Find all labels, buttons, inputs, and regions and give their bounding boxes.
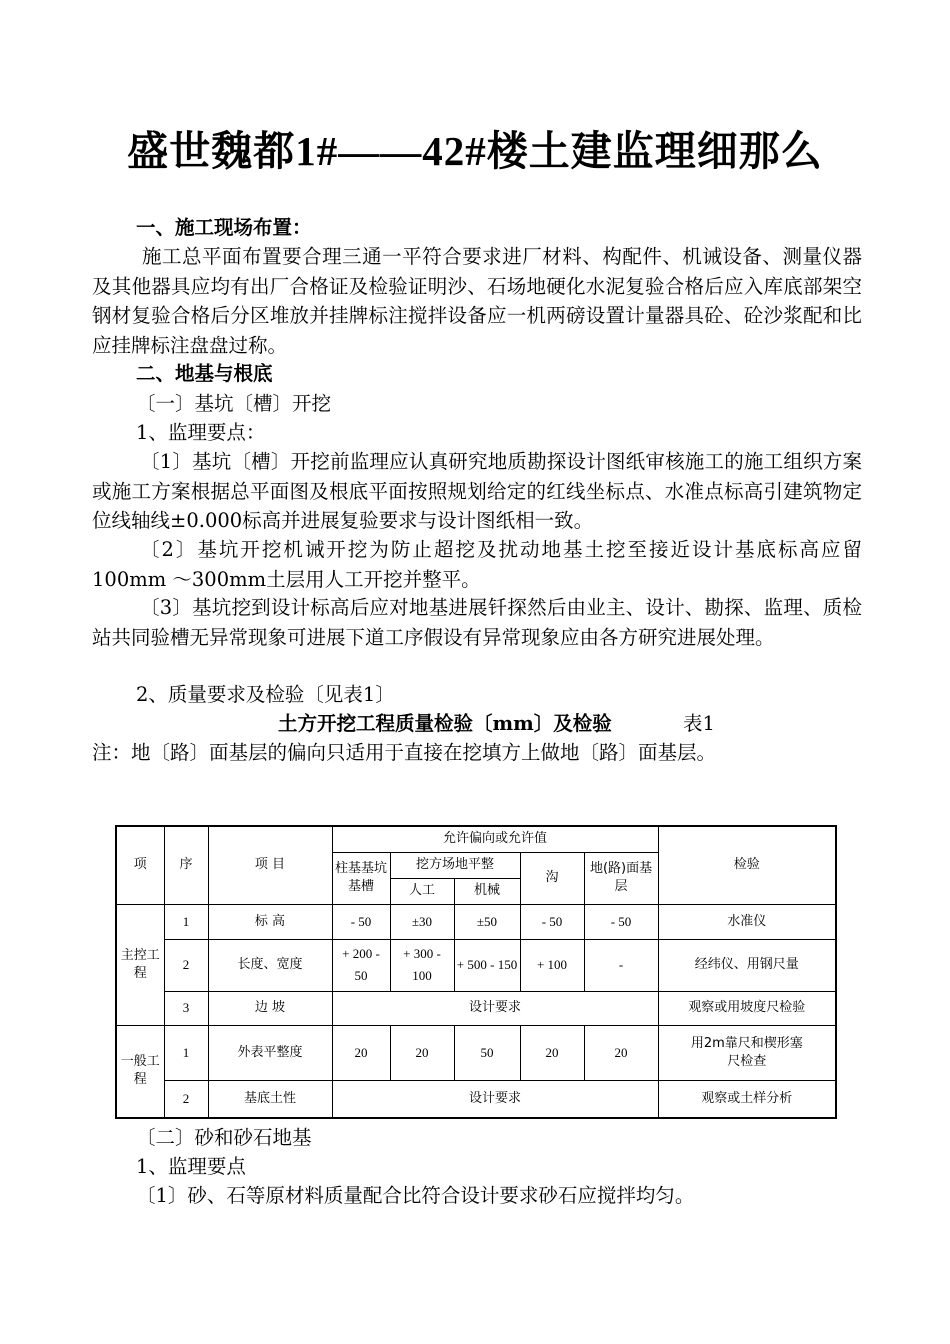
row-check: 观察或土样分析 [658, 1080, 836, 1118]
row-seq: 1 [164, 904, 208, 939]
header-road: 地(路)面基层 [584, 852, 658, 904]
table-note: 注：地〔路〕面基层的偏向只适用于直接在挖填方上做地〔路〕面基层。 [92, 741, 717, 764]
row-name: 边 坡 [208, 991, 332, 1025]
row-value: - [584, 939, 658, 991]
row-value: ±50 [454, 904, 520, 939]
row-value: ±30 [390, 904, 454, 939]
paragraph-1: 〔1〕基坑〔槽〕开挖前监理应认真研究地质勘探设计图纸审核施工的施工组织方案或施工方案根据总平面图及根底平面按照规划给定的红线坐标点、水准点标高引建筑物定位线轴线±0.000标高并进展复验要求与设计图纸相一致。 [92, 450, 862, 532]
header-pit: 柱基基坑基槽 [332, 852, 390, 904]
row-check: 水准仪 [658, 904, 836, 939]
table-row [116, 904, 836, 939]
row-value: + 500 - 150 [454, 939, 520, 991]
section-1-body: 施工总平面布置要合理三通一平符合要求进厂材料、构配件、机诫设备、测量仪器及其他器具应均有出厂合格证及检验证明沙、石场地硬化水泥复验合格后应入库底部架空钢材复验合格后分区堆放并挂牌标注搅拌设备应一机两磅设置计量器具砼、砼沙浆配和比应挂牌标注盘盘过称。 [92, 245, 862, 357]
table-row [116, 1025, 836, 1080]
row-value: + 200 - 50 [332, 939, 390, 991]
row-check: 用2m靠尺和楔形塞尺检查 [658, 1025, 836, 1080]
row-value: + 300 - 100 [390, 939, 454, 991]
row-name: 标 高 [208, 904, 332, 939]
header-manual: 人工 [390, 878, 454, 904]
row-check: 观察或用坡度尺检验 [658, 991, 836, 1025]
header-seq: 序 [164, 826, 208, 904]
header-item: 项 [116, 826, 164, 904]
row-seq: 3 [164, 991, 208, 1025]
row-seq: 2 [164, 1080, 208, 1118]
paragraph-4: 〔1〕砂、石等原材料质量配合比符合设计要求砂石应搅拌均匀。 [136, 1184, 695, 1207]
table-row [116, 991, 836, 1025]
row-value: 20 [584, 1025, 658, 1080]
table-row [116, 1080, 836, 1118]
row-value: 20 [520, 1025, 584, 1080]
subsection-1-heading: 〔一〕基坑〔槽〕开挖 [136, 392, 332, 415]
row-check: 经纬仪、用钢尺量 [658, 939, 836, 991]
header-ditch: 沟 [520, 852, 584, 904]
row-value: 20 [332, 1025, 390, 1080]
row-value: - 50 [584, 904, 658, 939]
header-name: 项 目 [208, 826, 332, 904]
supervision-points-heading: 1、监理要点： [136, 421, 266, 444]
paragraph-3: 〔3〕基坑挖到设计标高后应对地基进展钎探然后由业主、设计、勘探、监理、质检站共同验槽无异常现象可进展下道工序假设有异常现象应由各方研究进展处理。 [92, 596, 862, 649]
header-check: 检验 [658, 826, 836, 904]
row-seq: 2 [164, 939, 208, 991]
row-value: + 100 [520, 939, 584, 991]
row-name: 基底土性 [208, 1080, 332, 1118]
section-1-heading: 一、施工现场布置： [136, 216, 312, 239]
subsection-2-heading: 〔二〕砂和砂石地基 [136, 1126, 312, 1149]
row-value: - 50 [520, 904, 584, 939]
table-caption: 土方开挖工程质量检验〔mm〕及检验 [278, 712, 612, 735]
group-general: 一般工程 [116, 1025, 164, 1118]
header-allowance: 允许偏向或允许值 [332, 826, 658, 852]
row-seq: 1 [164, 1025, 208, 1080]
row-value: - 50 [332, 904, 390, 939]
quality-table [115, 825, 837, 1119]
table-row [116, 939, 836, 991]
supervision-points-heading-2: 1、监理要点 [136, 1155, 246, 1178]
row-name: 长度、宽度 [208, 939, 332, 991]
row-name: 外表平整度 [208, 1025, 332, 1080]
row-value: 20 [390, 1025, 454, 1080]
quality-heading: 2、质量要求及检验〔见表1〕 [136, 683, 395, 706]
table-number: 表1 [683, 712, 715, 735]
group-main: 主控工程 [116, 904, 164, 1025]
header-site: 挖方场地平整 [390, 852, 520, 878]
header-machine: 机械 [454, 878, 520, 904]
row-span-value: 设计要求 [332, 1080, 658, 1118]
row-value: 50 [454, 1025, 520, 1080]
section-2-heading: 二、地基与根底 [136, 362, 273, 385]
paragraph-2: 〔2〕基坑开挖机诫开挖为防止超挖及扰动地基土挖至接近设计基底标高应留100mm ～300mm土层用人工开挖并整平。 [92, 538, 862, 591]
document-title: 盛世魏都1#——42#楼土建监理细那么 [127, 128, 823, 174]
row-span-value: 设计要求 [332, 991, 658, 1025]
